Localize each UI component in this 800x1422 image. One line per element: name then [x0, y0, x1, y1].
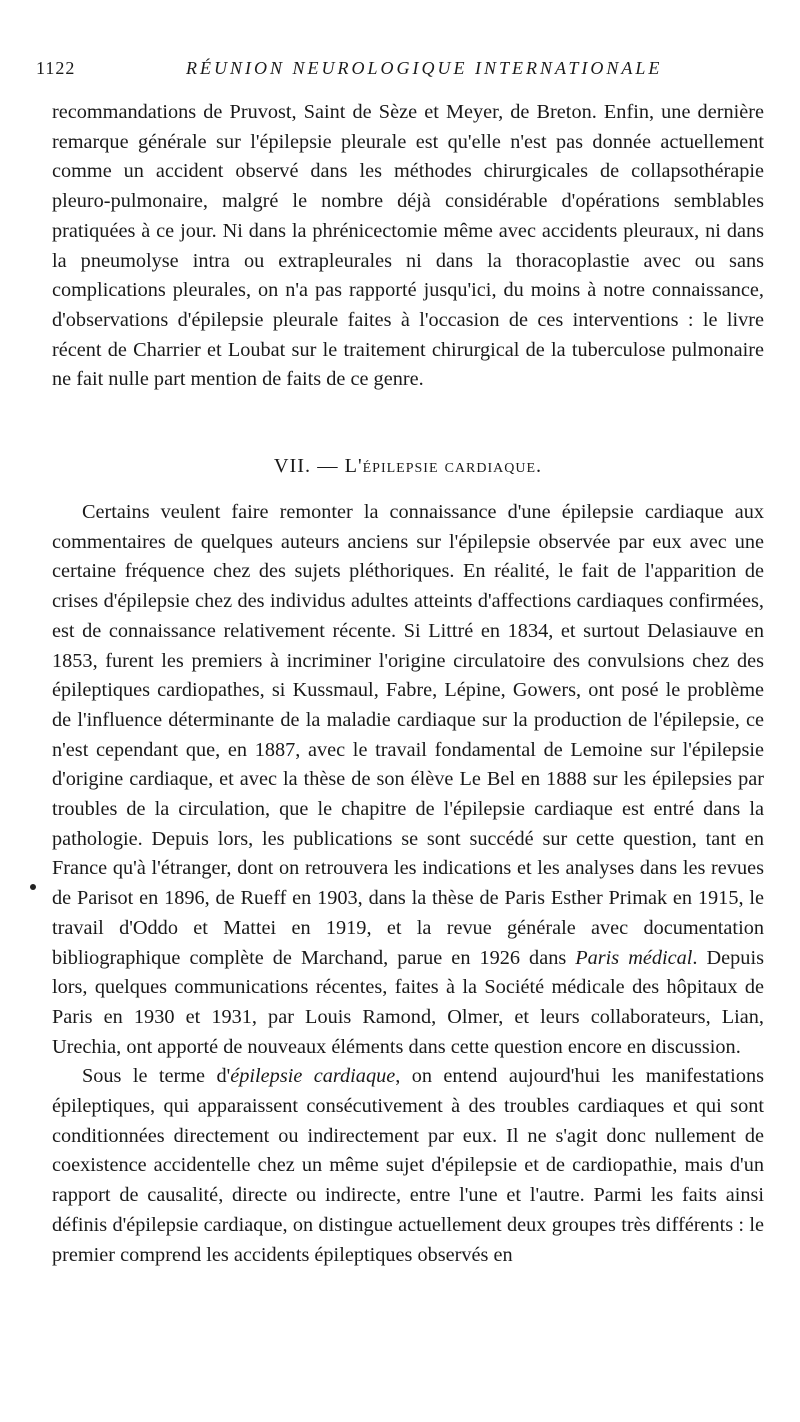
paragraph-1-journal: Paris médical — [575, 946, 693, 969]
intro-paragraph-block — [52, 98, 764, 395]
margin-mark — [30, 884, 36, 890]
section-title: L'épilepsie cardiaque. — [344, 455, 543, 477]
paragraph-2-text-b: , on entend aujourd'hui les manifestations épileptiques, qui apparaissent consécutivement à des troubles cardiaques et qui sont conditionnées directement ou indirectement par eux. Il ne s'agit donc nullement de coexistence accidentelle chez un même sujet d'épilepsie et de cardiopathie, mais d'un rapport de causalité, directe ou indirecte, entre l'une et l'autre. Parmi les faits ainsi définis d'épilepsie cardiaque, on distingue actuellement deux groupes très différents : le premier comprend les accidents épileptiques observés en — [52, 1065, 764, 1266]
section-body — [52, 498, 764, 1270]
paragraph-2 — [52, 1062, 764, 1270]
running-title: RÉUNION NEUROLOGIQUE INTERNATIONALE — [186, 58, 663, 78]
intro-paragraph: recommandations de Pruvost, Saint de Sèze et Meyer, de Breton. Enfin, une dernière remarque générale sur l'épilepsie pleurale est qu'elle n'est pas donnée actuellement comme un accident observé dans les méthodes chirurgicales de collapsothérapie pleuro-pulmonaire, malgré le nombre déjà considérable d'opérations semblables pratiquées à ce jour. Ni dans la phrénicectomie même avec accidents pleuraux, ni dans la pneumolyse intra ou extrapleurales ni dans la thoracoplastie avec ou sans complications pleurales, on n'a pas rapporté jusqu'ici, du moins à notre connaissance, d'observations d'épilepsie pleurale faites à l'occasion de ces interventions : le livre récent de Charrier et Loubat sur le traitement chirurgical de la tuberculose pulmonaire ne fait nulle part mention de faits de ce genre. — [52, 101, 764, 391]
running-head — [36, 58, 776, 88]
paragraph-1-text-a: Certains veulent faire remonter la connaissance d'une épilepsie cardiaque aux commentaires de quelques auteurs anciens sur l'épilepsie observée par eux avec une certaine fréquence chez des sujets pléthoriques. En réalité, le fait de l'apparition de crises d'épilepsie chez des individus adultes atteints d'affections cardiaques confirmées, est de connaissance relativement récente. Si Littré en 1834, et surtout Delasiauve en 1853, furent les premiers à incriminer l'origine circulatoire des convulsions chez des épileptiques cardiopathes, si Kussmaul, Fabre, Lépine, Gowers, ont posé le problème de l'influence déterminante de la maladie cardiaque sur la production de l'épilepsie, ce n'est cependant que, en 1887, avec le travail fondamental de Lemoine sur l'épilepsie d'origine cardiaque, et avec la thèse de son élève Le Bel en 1888 sur les épilepsies par troubles de la circulation, que le chapitre de l'épilepsie cardiaque est entré dans la pathologie. Depuis lors, les publications se sont succédé sur cette question, tant en France qu'à l'étranger, dont on retrouvera les indications et les analyses dans les revues de Parisot en 1896, de Rueff en 1903, dans la thèse de Paris Esther Primak en 1915, le travail d'Oddo et Mattei en 1919, et la revue générale avec documentation bibliographique complète de Marchand, parue en 1926 dans — [52, 501, 764, 969]
paragraph-2-text-a: Sous le terme d' — [82, 1065, 231, 1088]
paragraph-1-text-b: . Depuis lors, quelques communications récentes, faites à la Société médicale des hôpitaux de Paris en 1930 et 1931, par Louis Ramond, Olmer, et leurs collaborateurs, Lian, Urechia, ont apporté de nouveaux éléments dans cette question encore en discussion. — [52, 946, 764, 1058]
section-heading — [52, 455, 764, 478]
page-number: 1122 — [36, 58, 76, 78]
paragraph-1 — [52, 498, 764, 1062]
paragraph-2-term: épilepsie cardiaque — [230, 1065, 396, 1088]
section-number: VII. — — [273, 455, 339, 477]
